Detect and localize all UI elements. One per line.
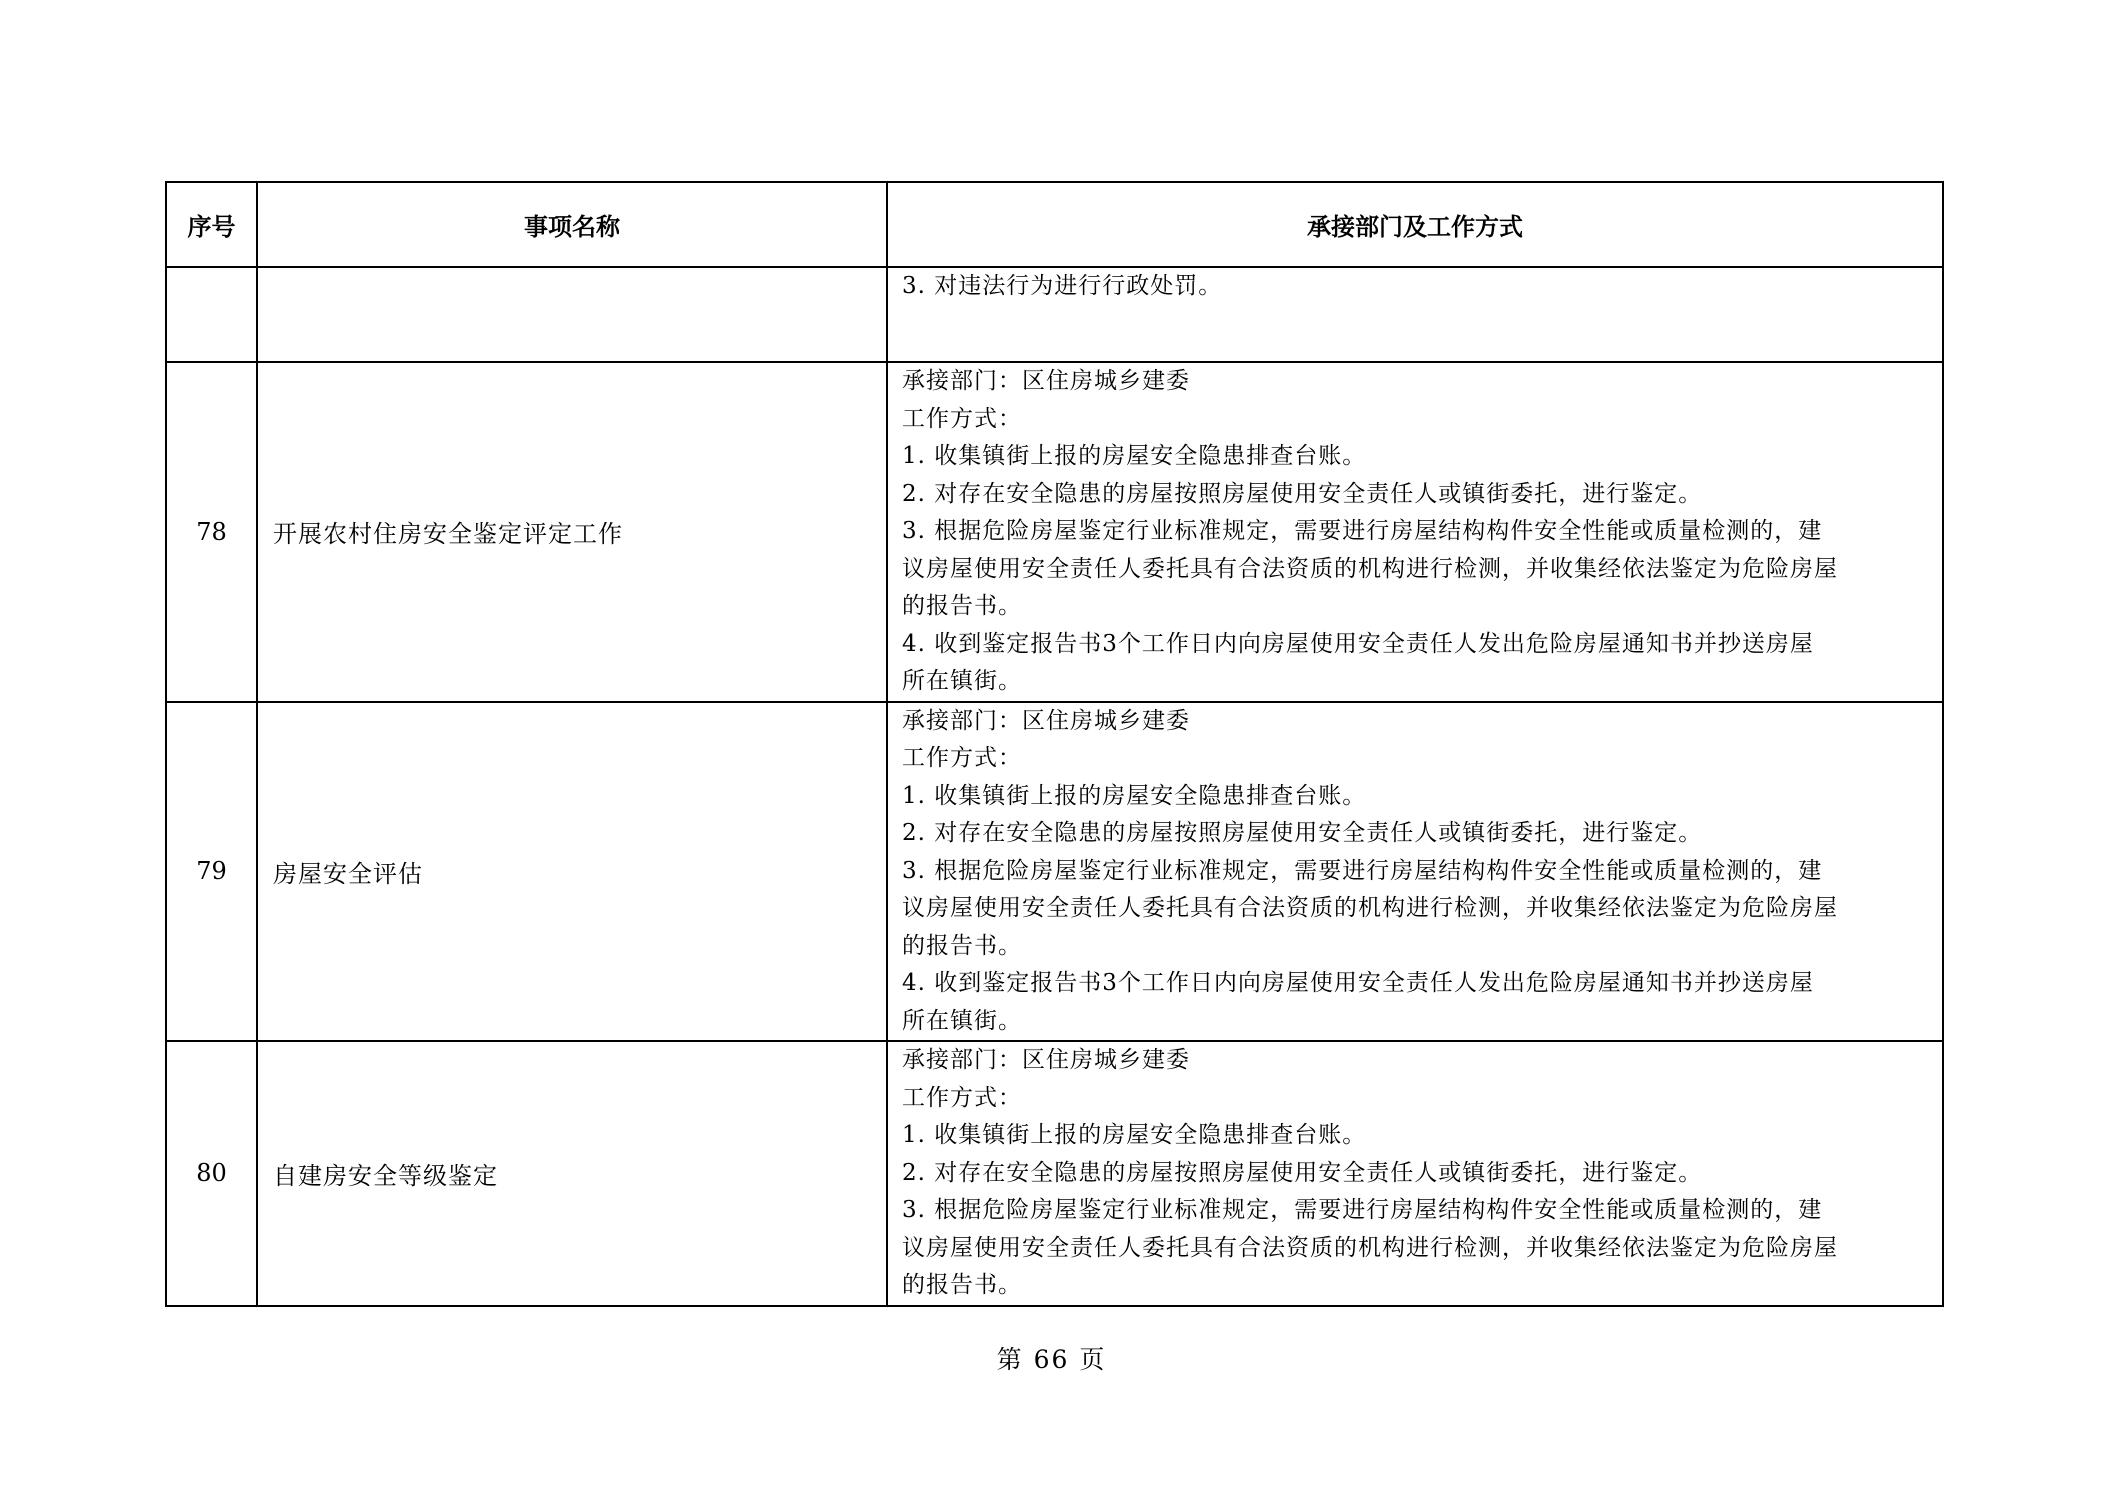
matters-table: [165, 181, 1944, 1307]
method-line: 所在镇街。: [902, 1007, 1022, 1034]
method-line: 4. 收到鉴定报告书3个工作日内向房屋使用安全责任人发出危险房屋通知书并抄送房屋: [902, 970, 1814, 996]
method-line: 4. 收到鉴定报告书3个工作日内向房屋使用安全责任人发出危险房屋通知书并抄送房屋: [902, 630, 1814, 657]
method-line: 工作方式：: [902, 1084, 1022, 1111]
method-line: 2. 对存在安全隐患的房屋按照房屋使用安全责任人或镇街委托，进行鉴定。: [902, 480, 1703, 507]
row-seq: 79: [166, 702, 257, 1042]
method-line: 3. 对违法行为进行行政处罚。: [902, 273, 1223, 299]
table-row: [166, 702, 1943, 1042]
method-line: 议房屋使用安全责任人委托具有合法资质的机构进行检测，并收集经依法鉴定为危险房屋: [902, 895, 1838, 921]
row-name: 房屋安全评估: [257, 702, 887, 1042]
header-seq: 序号: [166, 182, 257, 267]
row-method: [887, 1041, 1943, 1306]
row-method: [887, 702, 1943, 1042]
method-line: 1. 收集镇街上报的房屋安全隐患排查台账。: [902, 443, 1367, 469]
row-seq: 78: [166, 362, 257, 702]
method-line: 工作方式：: [902, 745, 1022, 771]
method-line: 的报告书。: [902, 932, 1022, 959]
method-line: 承接部门：区住房城乡建委: [902, 368, 1190, 394]
table-row: [166, 267, 1943, 362]
table-header-row: [166, 182, 1943, 267]
row-name: 自建房安全等级鉴定: [257, 1041, 887, 1306]
row-method: [887, 267, 1943, 362]
row-name: [257, 267, 887, 362]
method-line: 所在镇街。: [902, 668, 1022, 694]
method-line: 2. 对存在安全隐患的房屋按照房屋使用安全责任人或镇街委托，进行鉴定。: [902, 1159, 1703, 1186]
method-line: 1. 收集镇街上报的房屋安全隐患排查台账。: [902, 1122, 1367, 1148]
method-line: 工作方式：: [902, 405, 1022, 432]
method-line: 3. 根据危险房屋鉴定行业标准规定，需要进行房屋结构构件安全性能或质量检测的，建: [902, 857, 1823, 884]
method-line: 的报告书。: [902, 1272, 1022, 1298]
header-method: 承接部门及工作方式: [887, 182, 1943, 267]
method-line: 3. 根据危险房屋鉴定行业标准规定，需要进行房屋结构构件安全性能或质量检测的，建: [902, 518, 1823, 544]
method-line: 议房屋使用安全责任人委托具有合法资质的机构进行检测，并收集经依法鉴定为危险房屋: [902, 555, 1838, 582]
table-row: [166, 362, 1943, 702]
method-line: 2. 对存在安全隐患的房屋按照房屋使用安全责任人或镇街委托，进行鉴定。: [902, 820, 1703, 846]
method-line: 3. 根据危险房屋鉴定行业标准规定，需要进行房屋结构构件安全性能或质量检测的，建: [902, 1197, 1823, 1223]
row-seq: [166, 267, 257, 362]
row-seq: 80: [166, 1041, 257, 1306]
method-line: 承接部门：区住房城乡建委: [902, 707, 1190, 734]
method-line: 议房屋使用安全责任人委托具有合法资质的机构进行检测，并收集经依法鉴定为危险房屋: [902, 1234, 1838, 1261]
method-line: 1. 收集镇街上报的房屋安全隐患排查台账。: [902, 782, 1367, 809]
row-name: 开展农村住房安全鉴定评定工作: [257, 362, 887, 702]
row-method: [887, 362, 1943, 702]
page-number: 第 66 页: [996, 1345, 1107, 1374]
method-line: 承接部门：区住房城乡建委: [902, 1047, 1190, 1073]
table-row: [166, 1041, 1943, 1306]
header-name: 事项名称: [257, 182, 887, 267]
method-line: 的报告书。: [902, 593, 1022, 619]
